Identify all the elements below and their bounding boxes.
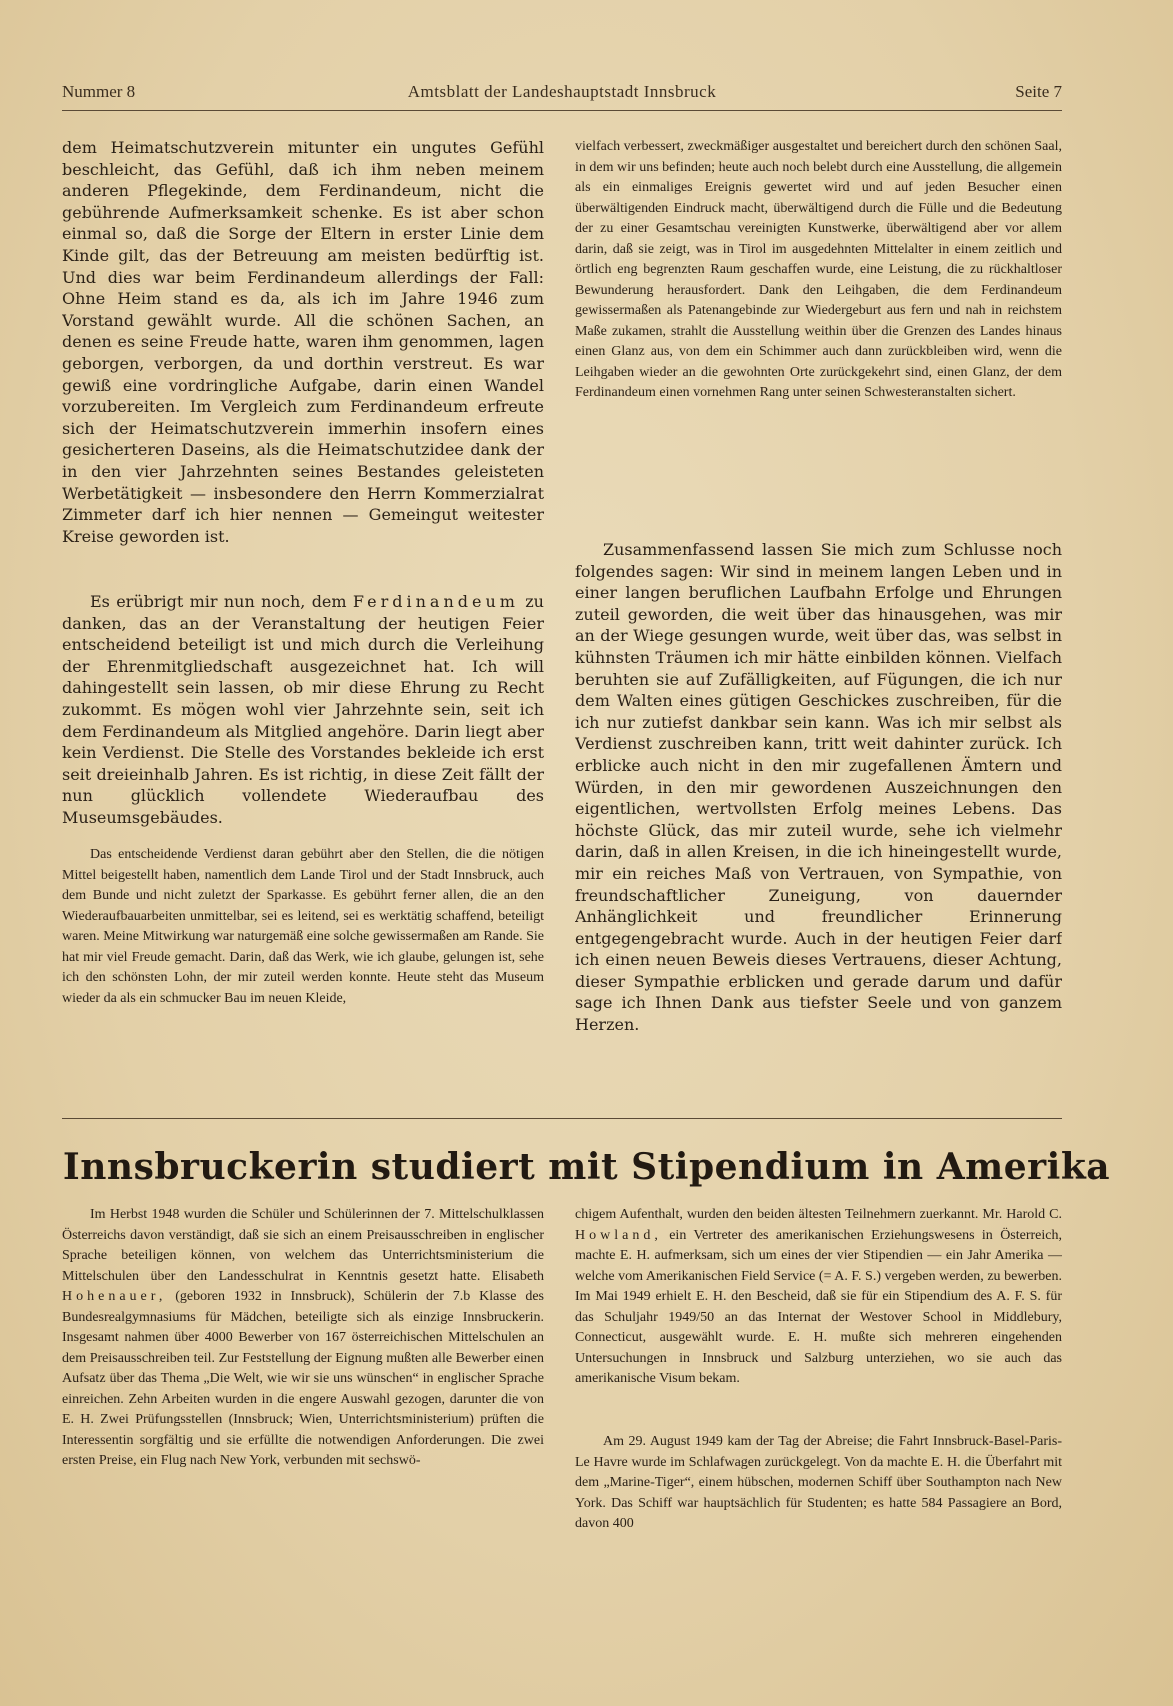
article-left-column bbox=[62, 1205, 544, 1617]
speech-left-column bbox=[62, 137, 544, 1091]
article-paragraph: Am 29. August 1949 kam der Tag der Abreise; die Fahrt Innsbruck-Basel-Paris-Le Havre wurde im Schlafwagen zurückgelegt. Von da machte E. H. die Überfahrt mit dem „Marine-Tiger“, einem hübschen, modernen Schiff über Southampton nach New York. Das Schiff war hauptsächlich für Studenten; es hatte 584 Passagiere an Bord, davon 400 bbox=[575, 1434, 1062, 1531]
page-header bbox=[62, 82, 1062, 104]
article-paragraph: Im Herbst 1948 wurden die Schüler und Schülerinnen der 7. Mittelschulklassen Österreichs davon verständigt, daß sie sich an einem Preisausschreiben in englischer Sprache beteiligen können, von welchem das Unterrichtsministerium die Mittelschulen über den Landesschulrat in Kenntnis gesetzt hatte. Elisabeth Hohenauer, (geboren 1932 in Innsbruck), Schülerin der 7.b Klasse des Bundesrealgymnasiums für Mädchen, beteiligte sich als einzige Innsbruckerin. Insgesamt nahmen über 4000 Bewerber von 167 österreichischen Mittelschulen an dem Preisausschreiben teil. Zur Feststellung der Eignung mußten alle Bewerber einen Aufsatz über das Thema „Die Welt, wie wir sie uns wünschen“ in englischer Sprache einreichen. Zehn Arbeiten wurden in die engere Auswahl gezogen, darunter die von E. H. Zwei Prüfungsstellen (Innsbruck; Wien, Unterrichtsministerium) prüften die Interessentin sorgfältig und sie erfüllte die notwendigen Anforderungen. Die zwei ersten Preise, ein Flug nach New York, verbunden mit sechswö- bbox=[62, 1207, 544, 1468]
publication-title: Amtsblatt der Landeshauptstadt Innsbruck bbox=[407, 82, 717, 101]
article-right-column bbox=[575, 1205, 1062, 1596]
article-headline: Innsbruckerin studiert mit Stipendium in Amerika bbox=[62, 1146, 1111, 1188]
speech-paragraph: dem Heimatschutzverein mitunter ein ungutes Gefühl beschleicht, das Gefühl, daß ich ihm neben meinem anderen Pflegekinde, dem Ferdinandeum, nicht die gebührende Aufmerksamkeit schenke. Es ist aber schon einmal so, daß die Sorge der Eltern in erster Linie dem Kinde gilt, das der Betreuung am meisten bedürftig ist. Und dies war beim Ferdinandeum allerdings der Fall: Ohne Heim stand es da, als ich im Jahre 1946 zum Vorstand gewählt wurde. All die schönen Sachen, an denen es seine Freude hatte, waren ihm genommen, lagen geborgen, verborgen, da und dorthin verstreut. Es war gewiß eine vordringliche Aufgabe, darin einen Wandel vorzubereiten. Im Vergleich zum Ferdinandeum erfreute sich der Heimatschutzverein immerhin insofern eines gesicherteren Daseins, als die Heimatschutzidee dank der in den vier Jahrzehnten seines Bestandes geleisteten Werbetätigkeit — insbesondere den Herrn Kommerzialrat Zimmeter darf ich hier nennen — Gemeingut weitester Kreise geworden ist. bbox=[62, 138, 544, 546]
speech-paragraph-small: vielfach verbessert, zweckmäßiger ausgestaltet und bereichert durch den schönen Saal, in dem wir uns befinden; heute auch noch belebt durch eine Ausstellung, die allgemein als ein einmaliges Ereignis gewertet wird und auf jeden Besucher einen überwältigenden Eindruck macht, überwältigend durch die Fülle und die Bedeutung der zu einer Gesamtschau vereinigten Kunstwerke, überwältigend aber vor allem darin, daß sie zeigt, was in Tirol im ausgedehnten Mittelalter in einem zeitlich und örtlich eng begrenzten Raum geschaffen wurde, eine Leistung, die zu rückhaltloser Bewunderung herausfordert. Dank den Leihgaben, die dem Ferdinandeum gewissermaßen als Patenangebinde zur Wiedergeburt aus fern und nah in reichstem Maße zukamen, strahlt die Ausstellung weithin über die Grenzen des Landes hinaus einen Glanz aus, von dem ein Schimmer auch dann zurückbleiben wird, wenn die Leihgaben wieder an die gewohnten Orte zurückgekehrt sind, einen Glanz, der dem Ferdinandeum einen vornehmen Rang unter seinen Schwesteranstalten sichert. bbox=[575, 139, 1062, 400]
name-emphasis: Howland, bbox=[575, 1227, 662, 1243]
page-number: Seite 7 bbox=[1015, 82, 1062, 101]
header-rule bbox=[62, 110, 1062, 111]
speech-right-column bbox=[575, 137, 1062, 1093]
ferdinandeum-emphasis: Ferdinandeum bbox=[352, 592, 519, 611]
speech-paragraph: Zusammenfassend lassen Sie mich zum Schlusse noch folgendes sagen: Wir sind in meinem langen Leben und in einer langen beruflichen Laufbahn Erfolge und Ehrungen zuteil geworden, die weit über das hinausgehen, was mir an der Wiege gesungen wurde, weit über das, was selbst in kühnsten Träumen ich mir hätte einbilden können. Vielfach beruhten sie auf Zufälligkeiten, auf Fügungen, die ich nur dem Walten eines gütigen Geschickes zuschreiben, für die ich nur zutiefst dankbar sein kann. Was ich mir selbst als Verdienst zuschreiben kann, tritt weit dahinter zurück. Ich erblicke auch nicht in den mir zugefallenen Ämtern und Würden, in den mir gewordenen Auszeichnungen den eigentlichen, wertvollsten Erfolg meines Lebens. Das höchste Glück, das mir zuteil wurde, sehe ich vielmehr darin, daß in allen Kreisen, in die ich hineingestellt wurde, mir ein reiches Maß von Vertrauen, von Sympathie, von freundschaftlicher Zuneigung, von dauernder Anhänglichkeit und freundlicher Erinnerung entgegengebracht wurde. Auch in der heutigen Feier darf ich einen neuen Beweis dieses Vertrauens, dieser Achtung, dieser Sympathie erblicken und gerade darum und dafür sage ich Ihnen Dank aus tiefster Seele und von ganzem Herzen. bbox=[575, 540, 1062, 1035]
section-rule bbox=[62, 1118, 1062, 1119]
speech-paragraph: Es erübrigt mir nun noch, dem Ferdinandeum zu danken, das an der Veranstaltung der heutigen Feier entscheidend beteiligt ist und mich durch die Verleihung der Ehrenmitgliedschaft ausgezeichnet hat. Ich will dahingestellt sein lassen, ob mir diese Ehrung zu Recht zukommt. Es mögen wohl vier Jahrzehnte sein, seit ich dem Ferdinandeum als Mitglied angehöre. Darin liegt aber kein Verdienst. Die Stelle des Vorstandes bekleide ich erst seit dreieinhalb Jahren. Es ist richtig, in diese Zeit fällt der nun glücklich vollendete Wiederaufbau des Museumsgebäudes. bbox=[62, 592, 544, 827]
name-emphasis: Hohenauer, bbox=[62, 1289, 167, 1304]
issue-number: Nummer 8 bbox=[62, 82, 136, 101]
speech-paragraph-small: Das entscheidende Verdienst daran gebührt aber den Stellen, die die nötigen Mittel beigestellt haben, namentlich dem Lande Tirol und der Stadt Innsbruck, auch dem Bunde und nicht zuletzt der Sparkasse. Es gebührt ferner allen, die an den Wiederaufbauarbeiten unmittelbar, sei es leitend, sei es werktätig schaffend, beteiligt waren. Meine Mitwirkung war naturgemäß eine solche gewissermaßen am Rande. Sie hat mir viel Freude gemacht. Darin, daß das Werk, wie ich glaube, gelungen ist, sehe ich den schönsten Lohn, der mir zuteil werden konnte. Heute steht das Museum wieder da als ein schmucker Bau im neuen Kleide, bbox=[62, 847, 544, 1006]
article-paragraph: chigem Aufenthalt, wurden den beiden ältesten Teilnehmern zuerkannt. Mr. Harold C. Howland, ein Vertreter des amerikanischen Erziehungswesens in Österreich, machte E. H. aufmerksam, sich um eines der vier Stipendien — ein Jahr Amerika — welche vom Amerikanischen Field Service (= A. F. S.) vergeben werden, zu bewerben. Im Mai 1949 erhielt E. H. den Bescheid, daß sie für ein Stipendium des A. F. S. für das Schuljahr 1949/50 an das Internat der Westover School in Middlebury, Connecticut, ausgewählt wurde. E. H. mußte sich mehreren eingehenden Untersuchungen in Innsbruck und Salzburg unterziehen, wo sie auch das amerikanische Visum bekam. bbox=[575, 1207, 1062, 1386]
